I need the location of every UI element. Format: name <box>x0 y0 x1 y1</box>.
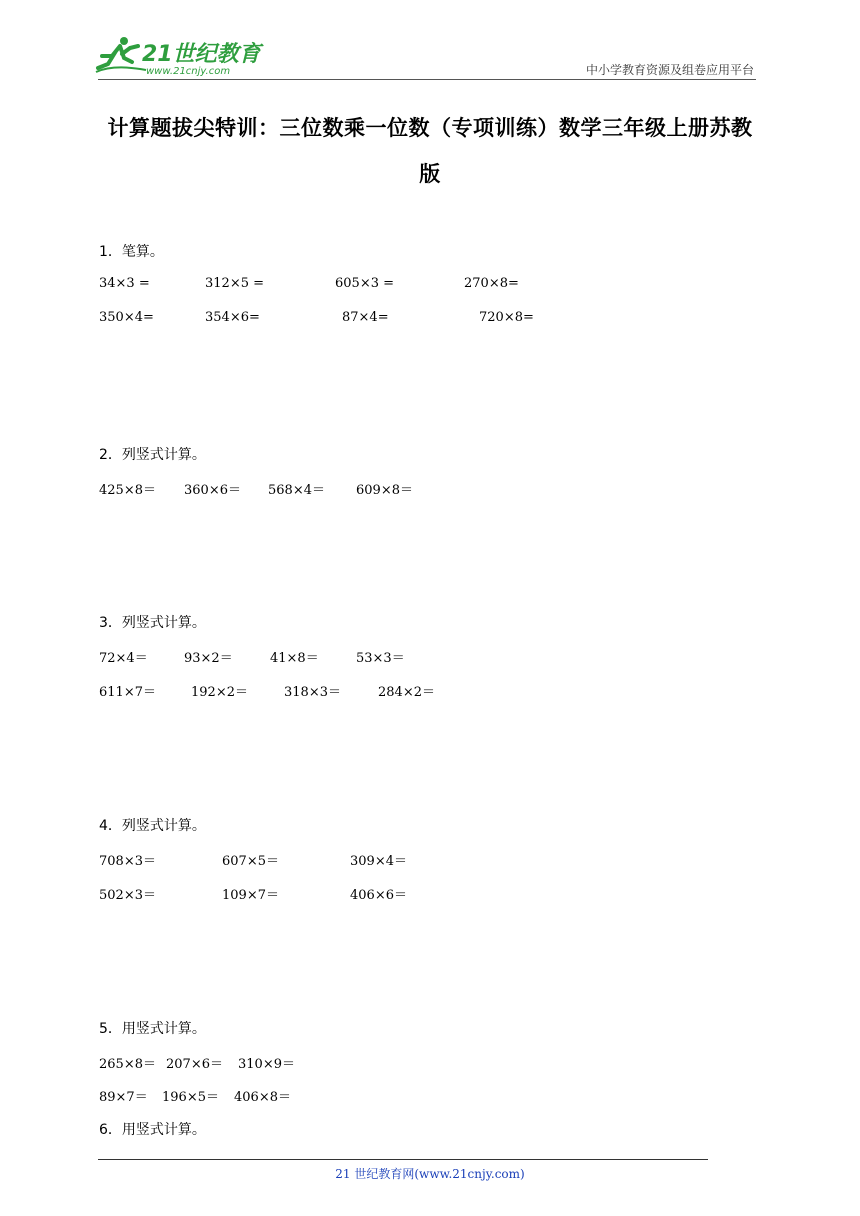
logo-text: 21世纪教育 <box>142 42 261 67</box>
problem: 196×5＝ <box>162 1090 219 1105</box>
problem: 354×6= <box>205 310 260 325</box>
problem: 607×5＝ <box>222 854 279 869</box>
question-5-row-2 <box>0 1086 860 1106</box>
problem: 720×8= <box>479 310 534 325</box>
page-title: 计算题拔尖特训：三位数乘一位数（专项训练）数学三年级上册苏教版 <box>107 116 753 186</box>
question-6-title: 6．用竖式计算。 <box>99 1122 206 1138</box>
question-3-title: 3．列竖式计算。 <box>99 615 206 631</box>
question-3-row-1 <box>0 647 860 667</box>
problem: 284×2＝ <box>378 685 435 700</box>
logo-graphic <box>94 34 264 78</box>
problem: 312×5 = <box>205 276 265 291</box>
problem: 87×4= <box>342 310 389 325</box>
problem: 34×3 = <box>99 276 150 291</box>
question-5-row-1 <box>0 1053 860 1073</box>
header-tagline: 中小学教育资源及组卷应用平台 <box>585 63 754 77</box>
problem: 310×9＝ <box>238 1057 295 1072</box>
problem: 609×8＝ <box>356 483 413 498</box>
problem: 318×3＝ <box>284 685 341 700</box>
problem: 425×8＝ <box>99 483 156 498</box>
problem: 53×3＝ <box>356 651 405 666</box>
problem: 309×4＝ <box>350 854 407 869</box>
problem: 708×3＝ <box>99 854 156 869</box>
problem: 265×8＝ <box>99 1057 156 1072</box>
question-4-row-1 <box>0 850 860 870</box>
problem: 207×6＝ <box>166 1057 223 1072</box>
problem: 109×7＝ <box>222 888 279 903</box>
problem: 611×7＝ <box>99 685 156 700</box>
header-divider <box>98 79 756 80</box>
question-4-row-2 <box>0 884 860 904</box>
site-logo <box>94 34 264 78</box>
question-2-row-1 <box>0 479 860 499</box>
problem: 360×6＝ <box>184 483 241 498</box>
problem: 270×8= <box>464 276 519 291</box>
question-3-row-2 <box>0 681 860 701</box>
question-1-row-1 <box>0 276 860 296</box>
footer-divider <box>98 1159 708 1160</box>
question-2-title: 2．列竖式计算。 <box>99 447 206 463</box>
problem: 72×4＝ <box>99 651 148 666</box>
problem: 41×8＝ <box>270 651 319 666</box>
problem: 89×7＝ <box>99 1090 148 1105</box>
problem: 568×4＝ <box>268 483 325 498</box>
problem: 605×3 = <box>335 276 395 291</box>
problem: 93×2＝ <box>184 651 233 666</box>
question-5-title: 5．用竖式计算。 <box>99 1021 206 1037</box>
problem: 406×8＝ <box>234 1090 291 1105</box>
problem: 350×4= <box>99 310 154 325</box>
footer-source: 21 世纪教育网(www.21cnjy.com) <box>335 1167 525 1181</box>
logo-url: www.21cnjy.com <box>146 66 231 77</box>
question-1-row-2 <box>0 310 860 330</box>
question-4-title: 4．列竖式计算。 <box>99 818 206 834</box>
problem: 406×6＝ <box>350 888 407 903</box>
question-1-title: 1．笔算。 <box>99 244 164 260</box>
problem: 502×3＝ <box>99 888 156 903</box>
problem: 192×2＝ <box>191 685 248 700</box>
